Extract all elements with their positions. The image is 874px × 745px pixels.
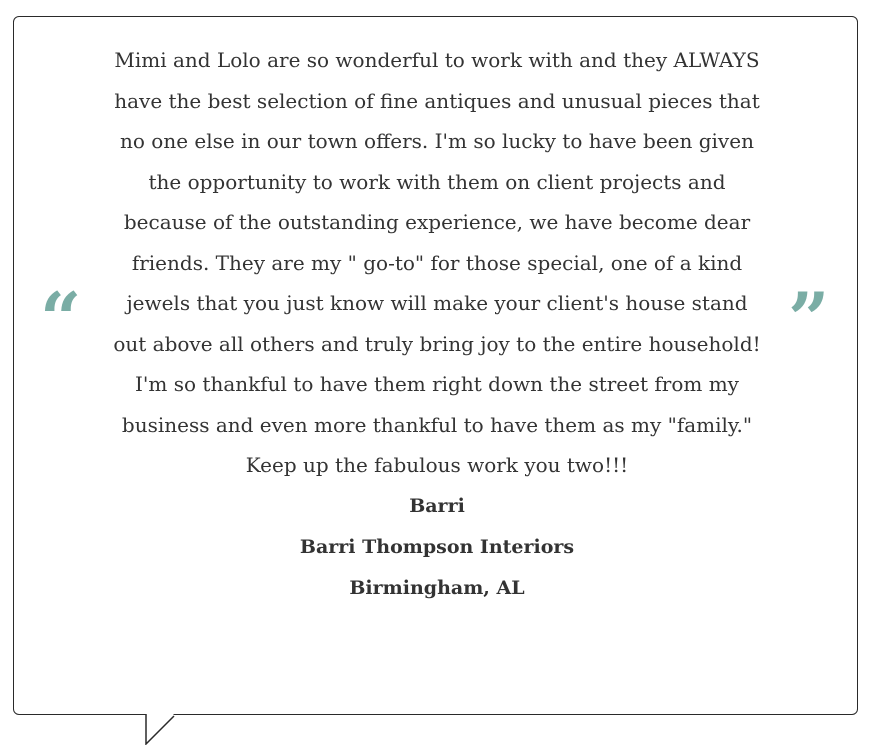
testimonial-content [112,40,762,609]
open-quote-icon: “ [40,276,82,361]
author-location: Birmingham, AL [349,576,525,599]
close-quote-icon: ” [788,276,830,361]
testimonial-text: Mimi and Lolo are so wonderful to work with and they ALWAYS have the best selection of fine antiques and unusual pieces that no one else in our town offers. I'm so lucky to have been given the opportunity to work with them on client projects and because of the outstanding experience, we have become dear friends. They are my " go-to" for those special, one of a kind jewels that you just know will make your client's house stand out above all others and truly bring joy to the entire household! I'm so thankful to have them right down the street from my business and even more thankful to have them as my "family." Keep up the fabulous work you two!!! [113,48,761,477]
author-company: Barri Thompson Interiors [299,535,575,558]
author-name: Barri [409,494,465,517]
speech-bubble-tail [140,713,180,745]
